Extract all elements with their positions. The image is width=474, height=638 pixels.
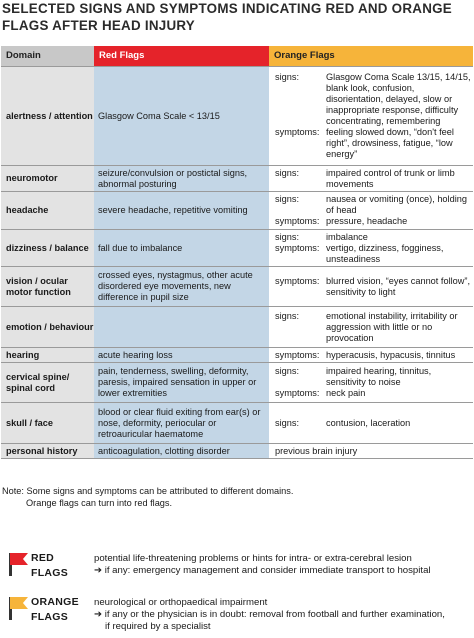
header-orange-flags: Orange Flags <box>269 46 473 66</box>
orange-flag-cell <box>269 267 473 306</box>
entry-text: contusion, laceration <box>326 417 411 428</box>
entry-label: symptoms: <box>275 349 320 360</box>
domain-cell: alertness / attention <box>1 67 94 165</box>
entry-label: signs: <box>275 417 300 428</box>
legend-line: ➔ if any or the physician is in doubt: removal from football and further examination, <box>94 609 445 620</box>
domain-cell: dizziness / balance <box>1 230 94 266</box>
red-flag-icon <box>10 553 28 565</box>
legend-line: potential life-threatening problems or hints for intra- or extra-cerebral lesion <box>94 553 412 564</box>
orange-flag-cell <box>269 192 473 229</box>
table-row <box>1 362 473 402</box>
orange-flag-icon <box>10 597 28 609</box>
orange-flag-cell <box>269 403 473 443</box>
entry-text: imbalance <box>326 231 368 242</box>
table-row <box>1 443 473 459</box>
table-row <box>1 402 473 443</box>
legend-line: neurological or orthopaedical impairment <box>94 597 268 608</box>
legend-red-word: FLAGS <box>31 567 69 579</box>
entry-text: pressure, headache <box>326 216 408 226</box>
domain-cell: hearing <box>1 348 94 362</box>
entry-label: signs: <box>275 366 300 376</box>
header-domain: Domain <box>1 46 94 66</box>
domain-cell: cervical spine/ spinal cord <box>1 363 94 402</box>
red-flag-cell: seizure/convulsion or postictal signs, abnormal posturing <box>94 166 269 191</box>
domain-cell: skull / face <box>1 403 94 443</box>
orange-flag-cell <box>269 444 473 458</box>
table-row <box>1 66 473 165</box>
orange-flag-cell <box>269 67 473 165</box>
red-flag-cell <box>94 307 269 347</box>
entry-label: signs: <box>275 310 300 321</box>
entry-text: feeling slowed down, “don't feel right”, drowsiness, fatigue, “low energy” <box>326 127 454 159</box>
legend-orange-flags <box>0 595 474 637</box>
red-flag-cell: blood or clear fluid exiting from ear(s) or nose, deformity, periocular or retroauricular haematome <box>94 403 269 443</box>
entry-text: impaired hearing, tinnitus, sensitivity to noise <box>326 366 432 387</box>
legend-orange-word: FLAGS <box>31 611 69 623</box>
red-flag-cell: fall due to imbalance <box>94 230 269 266</box>
orange-flag-cell <box>269 363 473 402</box>
table-note <box>2 485 472 509</box>
red-flag-cell: pain, tenderness, swelling, deformity, paresis, impaired sensation in upper or lower extremities <box>94 363 269 402</box>
entry-label: symptoms: <box>275 242 320 253</box>
entry-text: Glasgow Coma Scale 13/15, 14/15, blank look, confusion, disorientation, delayed, slow or inappropriate response, difficulty concentrating, remembering <box>326 72 471 126</box>
table-row <box>1 347 473 362</box>
legend-red-word: RED <box>31 552 55 564</box>
red-flag-cell: acute hearing loss <box>94 348 269 362</box>
table-row <box>1 266 473 306</box>
legend-orange-word: ORANGE <box>31 596 79 608</box>
domain-cell: personal history <box>1 444 94 458</box>
entry-label: symptoms: <box>275 127 320 137</box>
header-red-flags: Red Flags <box>94 46 269 66</box>
entry-text: emotional instability, irritability or aggression with little or no provocation <box>326 310 458 343</box>
table-row <box>1 229 473 266</box>
legend-orange-description <box>94 597 472 633</box>
note-line: Note: Some signs and symptoms can be attributed to different domains. <box>2 486 294 496</box>
orange-flag-cell <box>269 348 473 362</box>
entry-text: nausea or vomiting (once), holding of head <box>326 194 467 215</box>
entry-text: vertigo, dizziness, fogginess, unsteadiness <box>326 242 444 264</box>
entry-text: hyperacusis, hypacusis, tinnitus <box>326 349 456 360</box>
red-flag-cell: Glasgow Coma Scale < 13/15 <box>94 67 269 165</box>
entry-label: symptoms: <box>275 388 320 398</box>
flags-table <box>1 46 473 477</box>
entry-label: signs: <box>275 231 300 242</box>
note-line: Orange flags can turn into red flags. <box>26 498 173 508</box>
legend-red-description <box>94 553 472 577</box>
legend-red-flags <box>0 552 474 582</box>
entry-label: symptoms: <box>275 275 320 286</box>
domain-cell: vision / ocular motor function <box>1 267 94 306</box>
red-flag-cell: crossed eyes, nystagmus, other acute disordered eye movements, new difference in pupil size <box>94 267 269 306</box>
legend-line: if required by a specialist <box>105 621 211 632</box>
table-row <box>1 191 473 229</box>
entry-text: neck pain <box>326 388 366 398</box>
orange-flag-cell <box>269 166 473 191</box>
domain-cell: headache <box>1 192 94 229</box>
domain-cell: neuromotor <box>1 166 94 191</box>
entry-label: signs: <box>275 194 300 204</box>
page-title: SELECTED SIGNS AND SYMPTOMS INDICATING RED AND ORANGE FLAGS AFTER HEAD INJURY <box>2 1 452 33</box>
domain-cell: emotion / behaviour <box>1 307 94 347</box>
entry-label: signs: <box>275 72 300 82</box>
table-row <box>1 165 473 191</box>
entry-text: impaired control of trunk or limb movements <box>326 167 455 189</box>
red-flag-cell: anticoagulation, clotting disorder <box>94 444 269 458</box>
entry-text: previous brain injury <box>275 445 358 456</box>
table-row <box>1 306 473 347</box>
orange-flag-cell <box>269 230 473 266</box>
entry-text: blurred vision, “eyes cannot follow”, sensitivity to light <box>326 275 471 297</box>
legend-line: ➔ if any: emergency management and consider immediate transport to hospital <box>94 565 431 576</box>
orange-flag-cell <box>269 307 473 347</box>
entry-label: signs: <box>275 167 300 178</box>
entry-label: symptoms: <box>275 216 320 226</box>
red-flag-cell: severe headache, repetitive vomiting <box>94 192 269 229</box>
